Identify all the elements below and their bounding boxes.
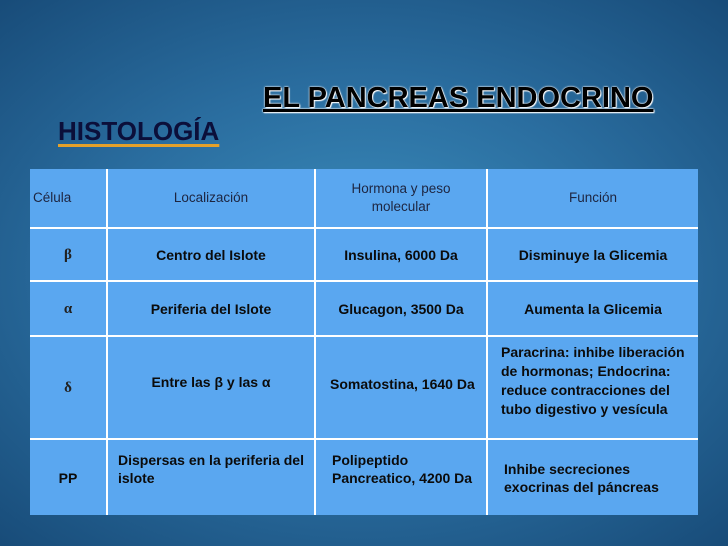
slide-subtitle: HISTOLOGÍA xyxy=(58,116,220,146)
slide-title: EL PANCREAS ENDOCRINO xyxy=(263,82,654,114)
cell-funcion: Aumenta la Glicemia xyxy=(488,282,698,335)
header-cell: Célula xyxy=(30,169,106,227)
header-hormona: Hormona y peso molecular xyxy=(316,169,486,227)
cell-tipo: β xyxy=(30,229,106,280)
header-funcion: Función xyxy=(488,169,698,227)
cell-localizacion: Centro del Islote xyxy=(108,229,314,280)
cell-tipo: α xyxy=(30,282,106,335)
cell-tipo: δ xyxy=(30,337,106,438)
cell-funcion: Disminuye la Glicemia xyxy=(488,229,698,280)
pancreas-table xyxy=(30,169,698,515)
cell-hormona: Insulina, 6000 Da xyxy=(316,229,486,280)
cell-hormona: Somatostina, 1640 Da xyxy=(316,337,486,438)
cell-funcion: Paracrina: inhibe liberación de hormonas; Endocrina: reduce contracciones del tubo digestivo y vesícula xyxy=(488,337,698,438)
cell-tipo: PP xyxy=(30,440,106,515)
header-localizacion: Localización xyxy=(108,169,314,227)
cell-hormona: Glucagon, 3500 Da xyxy=(316,282,486,335)
cell-localizacion: Periferia del Islote xyxy=(108,282,314,335)
cell-funcion: Inhibe secreciones exocrinas del páncreas xyxy=(488,440,698,515)
cell-localizacion: Entre las β y las α xyxy=(108,337,314,438)
cell-hormona: Polipeptido Pancreatico, 4200 Da xyxy=(316,440,486,515)
cell-localizacion: Dispersas en la periferia del islote xyxy=(108,440,314,515)
